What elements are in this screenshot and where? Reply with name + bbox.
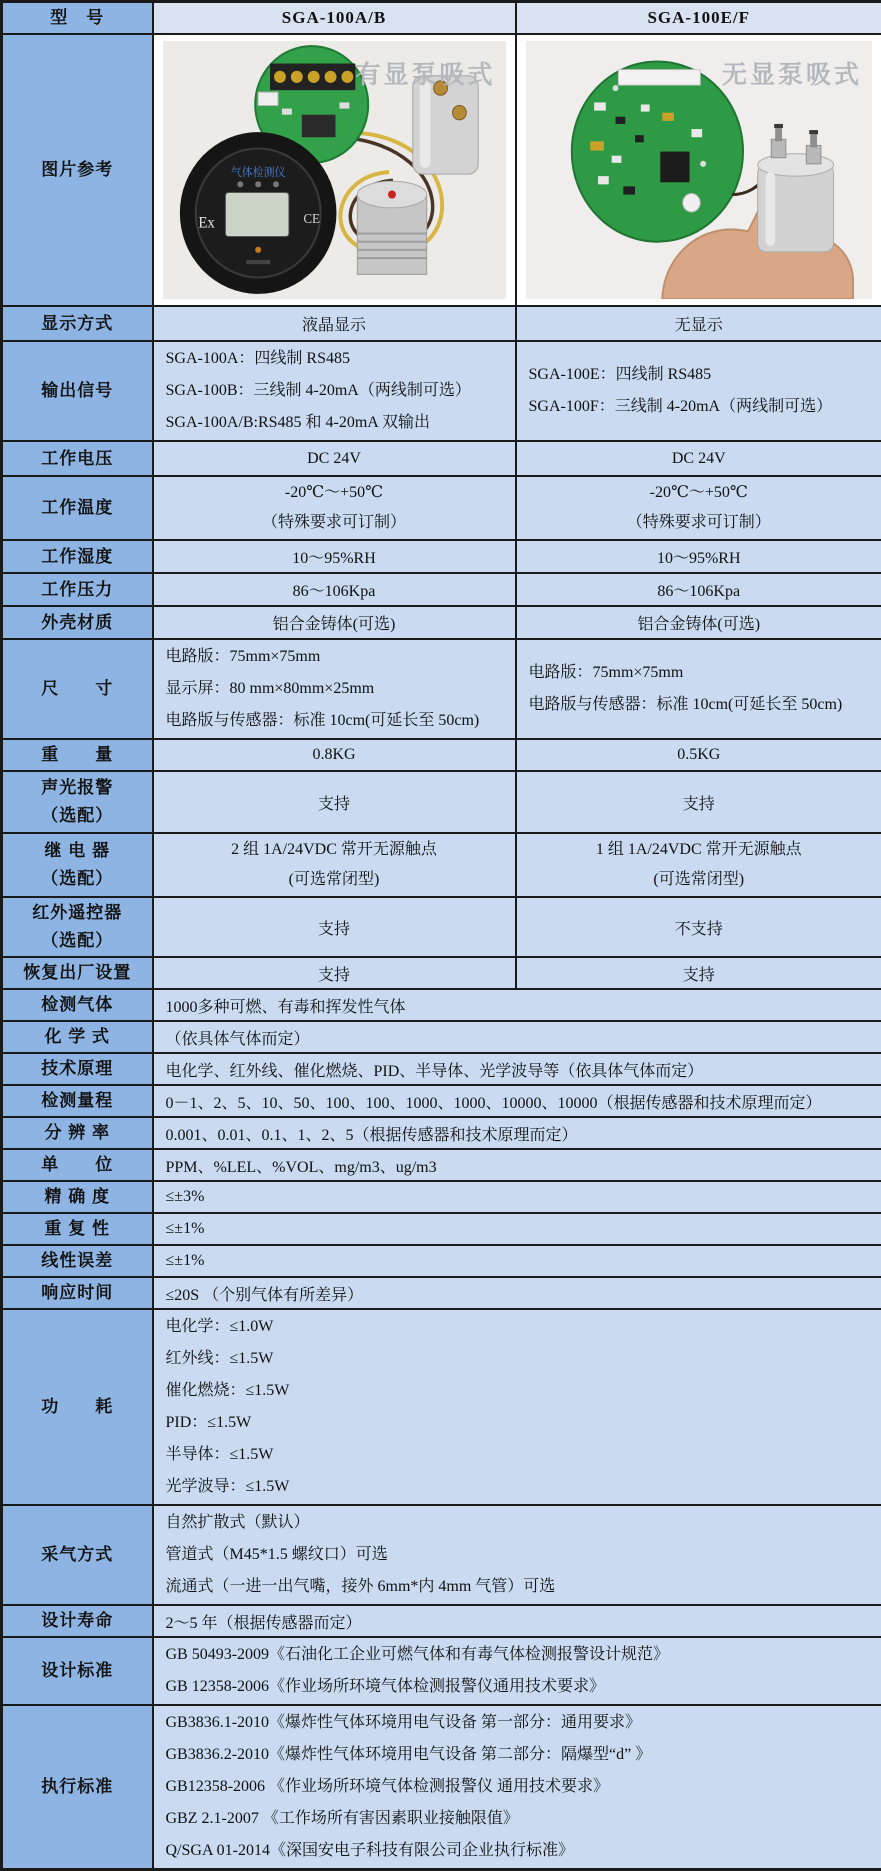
table-row xyxy=(2,1705,881,1870)
spec-value-line: Q/SGA 01-2014《深国安电子科技有限公司企业执行标准》 xyxy=(166,1835,876,1867)
spec-value-line: 0.5KG xyxy=(518,746,881,764)
table-row xyxy=(2,1117,881,1149)
spec-label-line: 设计寿命 xyxy=(4,1607,151,1635)
spec-value-line: (可选常闭型) xyxy=(155,865,514,895)
spec-label xyxy=(2,341,153,441)
spec-value-line: 半导体：≤1.5W xyxy=(166,1439,876,1471)
table-row xyxy=(2,476,881,540)
spec-value-line: ≤±1% xyxy=(166,1220,876,1238)
spec-label xyxy=(2,1213,153,1245)
spec-value-span xyxy=(153,1309,881,1505)
spec-value-span xyxy=(153,1705,881,1870)
table-row xyxy=(2,573,881,606)
spec-label-line: （选配） xyxy=(4,802,151,830)
spec-value-line: ≤±1% xyxy=(166,1252,876,1270)
watermark-text-b: 无显泵吸式 xyxy=(722,55,862,91)
spec-value xyxy=(516,897,881,957)
spec-value-line: 电路版与传感器：标准 10cm(可延长至 50cm) xyxy=(529,689,876,721)
spec-label-line: 检测气体 xyxy=(4,991,151,1019)
spec-value xyxy=(153,476,516,540)
spec-value-line: 2 组 1A/24VDC 常开无源触点 xyxy=(155,835,514,865)
spec-label xyxy=(2,1637,153,1705)
watermark-text-a: 有显泵吸式 xyxy=(355,55,495,91)
spec-value xyxy=(153,306,516,341)
spec-value xyxy=(516,341,881,441)
spec-value xyxy=(153,639,516,739)
table-row xyxy=(2,1213,881,1245)
model-a-header: SGA-100A/B xyxy=(153,2,516,35)
spec-label xyxy=(2,1085,153,1117)
spec-label-line: 检测量程 xyxy=(4,1087,151,1115)
spec-value-line: 2～5 年（根据传感器而定） xyxy=(166,1610,876,1633)
spec-value-line: 电路版与传感器：标准 10cm(可延长至 50cm) xyxy=(166,705,509,737)
spec-value-span xyxy=(153,1245,881,1277)
table-row xyxy=(2,957,881,989)
spec-value xyxy=(153,833,516,897)
spec-value-line: GB 50493-2009《石油化工企业可燃气体和有毒气体检测报警设计规范》 xyxy=(166,1639,876,1671)
spec-value-line: ≤20S （个别气体有所差异） xyxy=(166,1282,876,1305)
product-photo-sga-100ef xyxy=(526,41,873,299)
spec-value-line: -20℃～+50℃ xyxy=(518,478,881,508)
table-row xyxy=(2,833,881,897)
spec-label xyxy=(2,1021,153,1053)
spec-value-line: 不支持 xyxy=(518,916,881,939)
spec-value-line: SGA-100B：三线制 4-20mA（两线制可选） xyxy=(166,375,509,407)
gauge-display xyxy=(179,132,336,294)
spec-value-line: (可选常闭型) xyxy=(518,865,881,895)
spec-label xyxy=(2,1117,153,1149)
spec-value-line: ≤±3% xyxy=(166,1188,876,1206)
spec-value-line: 10～95%RH xyxy=(155,545,514,568)
spec-value-line: 铝合金铸体(可选) xyxy=(155,611,514,634)
table-row xyxy=(2,606,881,639)
spec-label-line: 工作湿度 xyxy=(4,543,151,571)
table-row xyxy=(2,540,881,573)
spec-label-line: （选配） xyxy=(4,927,151,955)
spec-value xyxy=(516,441,881,476)
spec-value-line: 86～106Kpa xyxy=(518,578,881,601)
spec-label-line: 红外遥控器 xyxy=(4,899,151,927)
spec-value xyxy=(153,739,516,771)
pcb-board xyxy=(571,61,742,241)
spec-value-line: PPM、%LEL、%VOL、mg/m3、ug/m3 xyxy=(166,1154,876,1177)
spec-value-line: GB3836.2-2010《爆炸性气体环境用电气设备 第二部分：隔爆型“d” 》 xyxy=(166,1739,876,1771)
spec-value-line: 0.001、0.01、0.1、1、2、5（根据传感器和技术原理而定） xyxy=(166,1122,876,1145)
table-row xyxy=(2,1605,881,1637)
image-row xyxy=(2,34,881,306)
spec-label xyxy=(2,957,153,989)
table-row xyxy=(2,771,881,833)
spec-label xyxy=(2,573,153,606)
spec-label-line: 重 量 xyxy=(4,741,151,769)
spec-label-line: 设计标准 xyxy=(4,1657,151,1685)
spec-value-span xyxy=(153,1637,881,1705)
spec-label xyxy=(2,441,153,476)
ribbed-sensor xyxy=(357,181,426,274)
spec-value-line: 显示屏：80 mm×80mm×25mm xyxy=(166,673,509,705)
spec-value-line: 红外线：≤1.5W xyxy=(166,1343,876,1375)
spec-label-line: 声光报警 xyxy=(4,774,151,802)
spec-label xyxy=(2,833,153,897)
spec-value-line: DC 24V xyxy=(518,450,881,468)
spec-label xyxy=(2,1053,153,1085)
spec-value-line: DC 24V xyxy=(155,450,514,468)
spec-value xyxy=(153,573,516,606)
spec-value-line: （特殊要求可订制） xyxy=(155,508,514,538)
spec-value-line: 液晶显示 xyxy=(155,312,514,335)
spec-label-line: 显示方式 xyxy=(4,310,151,338)
spec-value-line: 86～106Kpa xyxy=(155,578,514,601)
spec-value-span xyxy=(153,1021,881,1053)
spec-value-line: 0－1、2、5、10、50、100、100、1000、1000、10000、10000（根据传感器和技术原理而定） xyxy=(166,1090,876,1113)
spec-value-line: （依具体气体而定） xyxy=(166,1026,876,1049)
spec-value-line: 10～95%RH xyxy=(518,545,881,568)
spec-value xyxy=(516,306,881,341)
spec-value-span xyxy=(153,1605,881,1637)
spec-value-span xyxy=(153,1213,881,1245)
spec-value-line: 支持 xyxy=(155,916,514,939)
spec-value-line: 支持 xyxy=(518,962,881,985)
spec-value-line: GB12358-2006 《作业场所环境气体检测报警仪 通用技术要求》 xyxy=(166,1771,876,1803)
spec-value-line: PID：≤1.5W xyxy=(166,1407,876,1439)
header-row xyxy=(2,2,881,35)
image-row-label: 图片参考 xyxy=(2,34,153,306)
spec-label-line: 工作电压 xyxy=(4,445,151,473)
spec-label-line: 精 确 度 xyxy=(4,1183,151,1211)
spec-label-line: 分 辨 率 xyxy=(4,1119,151,1147)
spec-value-span xyxy=(153,1149,881,1181)
spec-value xyxy=(153,771,516,833)
table-row xyxy=(2,1053,881,1085)
table-row xyxy=(2,1277,881,1309)
spec-value-span xyxy=(153,1277,881,1309)
spec-label-line: 响应时间 xyxy=(4,1279,151,1307)
spec-value-span xyxy=(153,1053,881,1085)
spec-value-line: 电路版：75mm×75mm xyxy=(166,641,509,673)
spec-value-line: 支持 xyxy=(518,791,881,814)
table-row xyxy=(2,341,881,441)
spec-value xyxy=(516,739,881,771)
spec-value-line: 无显示 xyxy=(518,312,881,335)
spec-label-line: 功 耗 xyxy=(4,1393,151,1421)
spec-value xyxy=(516,476,881,540)
spec-label xyxy=(2,1309,153,1505)
spec-value-line: 0.8KG xyxy=(155,746,514,764)
table-row xyxy=(2,1021,881,1053)
table-row xyxy=(2,1181,881,1213)
spec-value-line: SGA-100E：四线制 RS485 xyxy=(529,359,876,391)
model-b-header: SGA-100E/F xyxy=(516,2,881,35)
spec-value xyxy=(516,606,881,639)
spec-label xyxy=(2,1605,153,1637)
spec-value-line: 电化学：≤1.0W xyxy=(166,1311,876,1343)
spec-value-line: GB 12358-2006《作业场所环境气体检测报警仪通用技术要求》 xyxy=(166,1671,876,1703)
spec-value xyxy=(153,957,516,989)
spec-value xyxy=(153,540,516,573)
spec-value-line: 支持 xyxy=(155,962,514,985)
spec-value-line: -20℃～+50℃ xyxy=(155,478,514,508)
model-label-cell: 型 号 xyxy=(2,2,153,35)
svg-text:气体检测仪: 气体检测仪 xyxy=(230,165,284,179)
spec-label xyxy=(2,897,153,957)
spec-value-line: 光学波导：≤1.5W xyxy=(166,1471,876,1503)
spec-label-line: 恢复出厂设置 xyxy=(4,959,151,987)
spec-value-span xyxy=(153,1085,881,1117)
table-row xyxy=(2,897,881,957)
svg-text:Ex: Ex xyxy=(198,215,215,231)
spec-label-line: 单 位 xyxy=(4,1151,151,1179)
spec-label-line: 执行标准 xyxy=(4,1773,151,1801)
spec-value-line: 管道式（M45*1.5 螺纹口）可选 xyxy=(166,1539,876,1571)
table-row xyxy=(2,639,881,739)
spec-value xyxy=(516,833,881,897)
table-row xyxy=(2,1505,881,1605)
spec-label xyxy=(2,989,153,1021)
spec-value-line: 电化学、红外线、催化燃烧、PID、半导体、光学波导等（依具体气体而定） xyxy=(166,1058,876,1081)
table-row xyxy=(2,1245,881,1277)
spec-value-span xyxy=(153,1505,881,1605)
spec-value xyxy=(516,639,881,739)
spec-label-line: （选配） xyxy=(4,865,151,893)
table-row xyxy=(2,441,881,476)
svg-text:CE: CE xyxy=(303,211,319,226)
spec-value-line: 电路版：75mm×75mm xyxy=(529,657,876,689)
product-photo-sga-100ab xyxy=(163,41,506,299)
spec-label-line: 采气方式 xyxy=(4,1541,151,1569)
spec-value-line: （特殊要求可订制） xyxy=(518,508,881,538)
spec-value-line: 自然扩散式（默认） xyxy=(166,1507,876,1539)
spec-label-line: 线性误差 xyxy=(4,1247,151,1275)
spec-label xyxy=(2,1705,153,1870)
spec-value-line: 流通式（一进一出气嘴，接外 6mm*内 4mm 气管）可选 xyxy=(166,1571,876,1603)
spec-value-span xyxy=(153,989,881,1021)
table-row xyxy=(2,1149,881,1181)
spec-label-line: 重 复 性 xyxy=(4,1215,151,1243)
spec-value-line: 铝合金铸体(可选) xyxy=(518,611,881,634)
spec-label xyxy=(2,476,153,540)
spec-label xyxy=(2,1181,153,1213)
spec-label-line: 技术原理 xyxy=(4,1055,151,1083)
table-row xyxy=(2,306,881,341)
spec-label xyxy=(2,1245,153,1277)
spec-value xyxy=(153,897,516,957)
spec-value xyxy=(516,771,881,833)
spec-label xyxy=(2,606,153,639)
table-row xyxy=(2,1637,881,1705)
spec-value-span xyxy=(153,1117,881,1149)
spec-label xyxy=(2,639,153,739)
spec-value xyxy=(153,341,516,441)
spec-value-line: SGA-100F：三线制 4-20mA（两线制可选） xyxy=(529,391,876,423)
spec-label xyxy=(2,540,153,573)
spec-label xyxy=(2,739,153,771)
table-row xyxy=(2,1085,881,1117)
spec-value-line: 1000多种可燃、有毒和挥发性气体 xyxy=(166,994,876,1017)
spec-value-line: SGA-100A：四线制 RS485 xyxy=(166,343,509,375)
spec-value-line: GB3836.1-2010《爆炸性气体环境用电气设备 第一部分：通用要求》 xyxy=(166,1707,876,1739)
spec-value xyxy=(153,606,516,639)
spec-label-line: 工作压力 xyxy=(4,576,151,604)
spec-value xyxy=(516,540,881,573)
spec-label xyxy=(2,1277,153,1309)
spec-label-line: 工作温度 xyxy=(4,494,151,522)
spec-value-line: GBZ 2.1-2007 《工作场所有害因素职业接触限值》 xyxy=(166,1803,876,1835)
spec-label-line: 输出信号 xyxy=(4,377,151,405)
spec-label-line: 外壳材质 xyxy=(4,609,151,637)
spec-value-line: SGA-100A/B:RS485 和 4-20mA 双输出 xyxy=(166,407,509,439)
table-row xyxy=(2,1309,881,1505)
spec-value-line: 支持 xyxy=(155,791,514,814)
table-row xyxy=(2,989,881,1021)
spec-label-line: 继 电 器 xyxy=(4,837,151,865)
spec-label xyxy=(2,771,153,833)
spec-value-line: 1 组 1A/24VDC 常开无源触点 xyxy=(518,835,881,865)
spec-value-span xyxy=(153,1181,881,1213)
spec-label-line: 化 学 式 xyxy=(4,1023,151,1051)
spec-label-line: 尺 寸 xyxy=(4,675,151,703)
spec-label xyxy=(2,1505,153,1605)
spec-value-line: 催化燃烧：≤1.5W xyxy=(166,1375,876,1407)
table-row xyxy=(2,739,881,771)
spec-value xyxy=(516,573,881,606)
spec-value xyxy=(153,441,516,476)
spec-label xyxy=(2,306,153,341)
spec-value xyxy=(516,957,881,989)
spec-label xyxy=(2,1149,153,1181)
